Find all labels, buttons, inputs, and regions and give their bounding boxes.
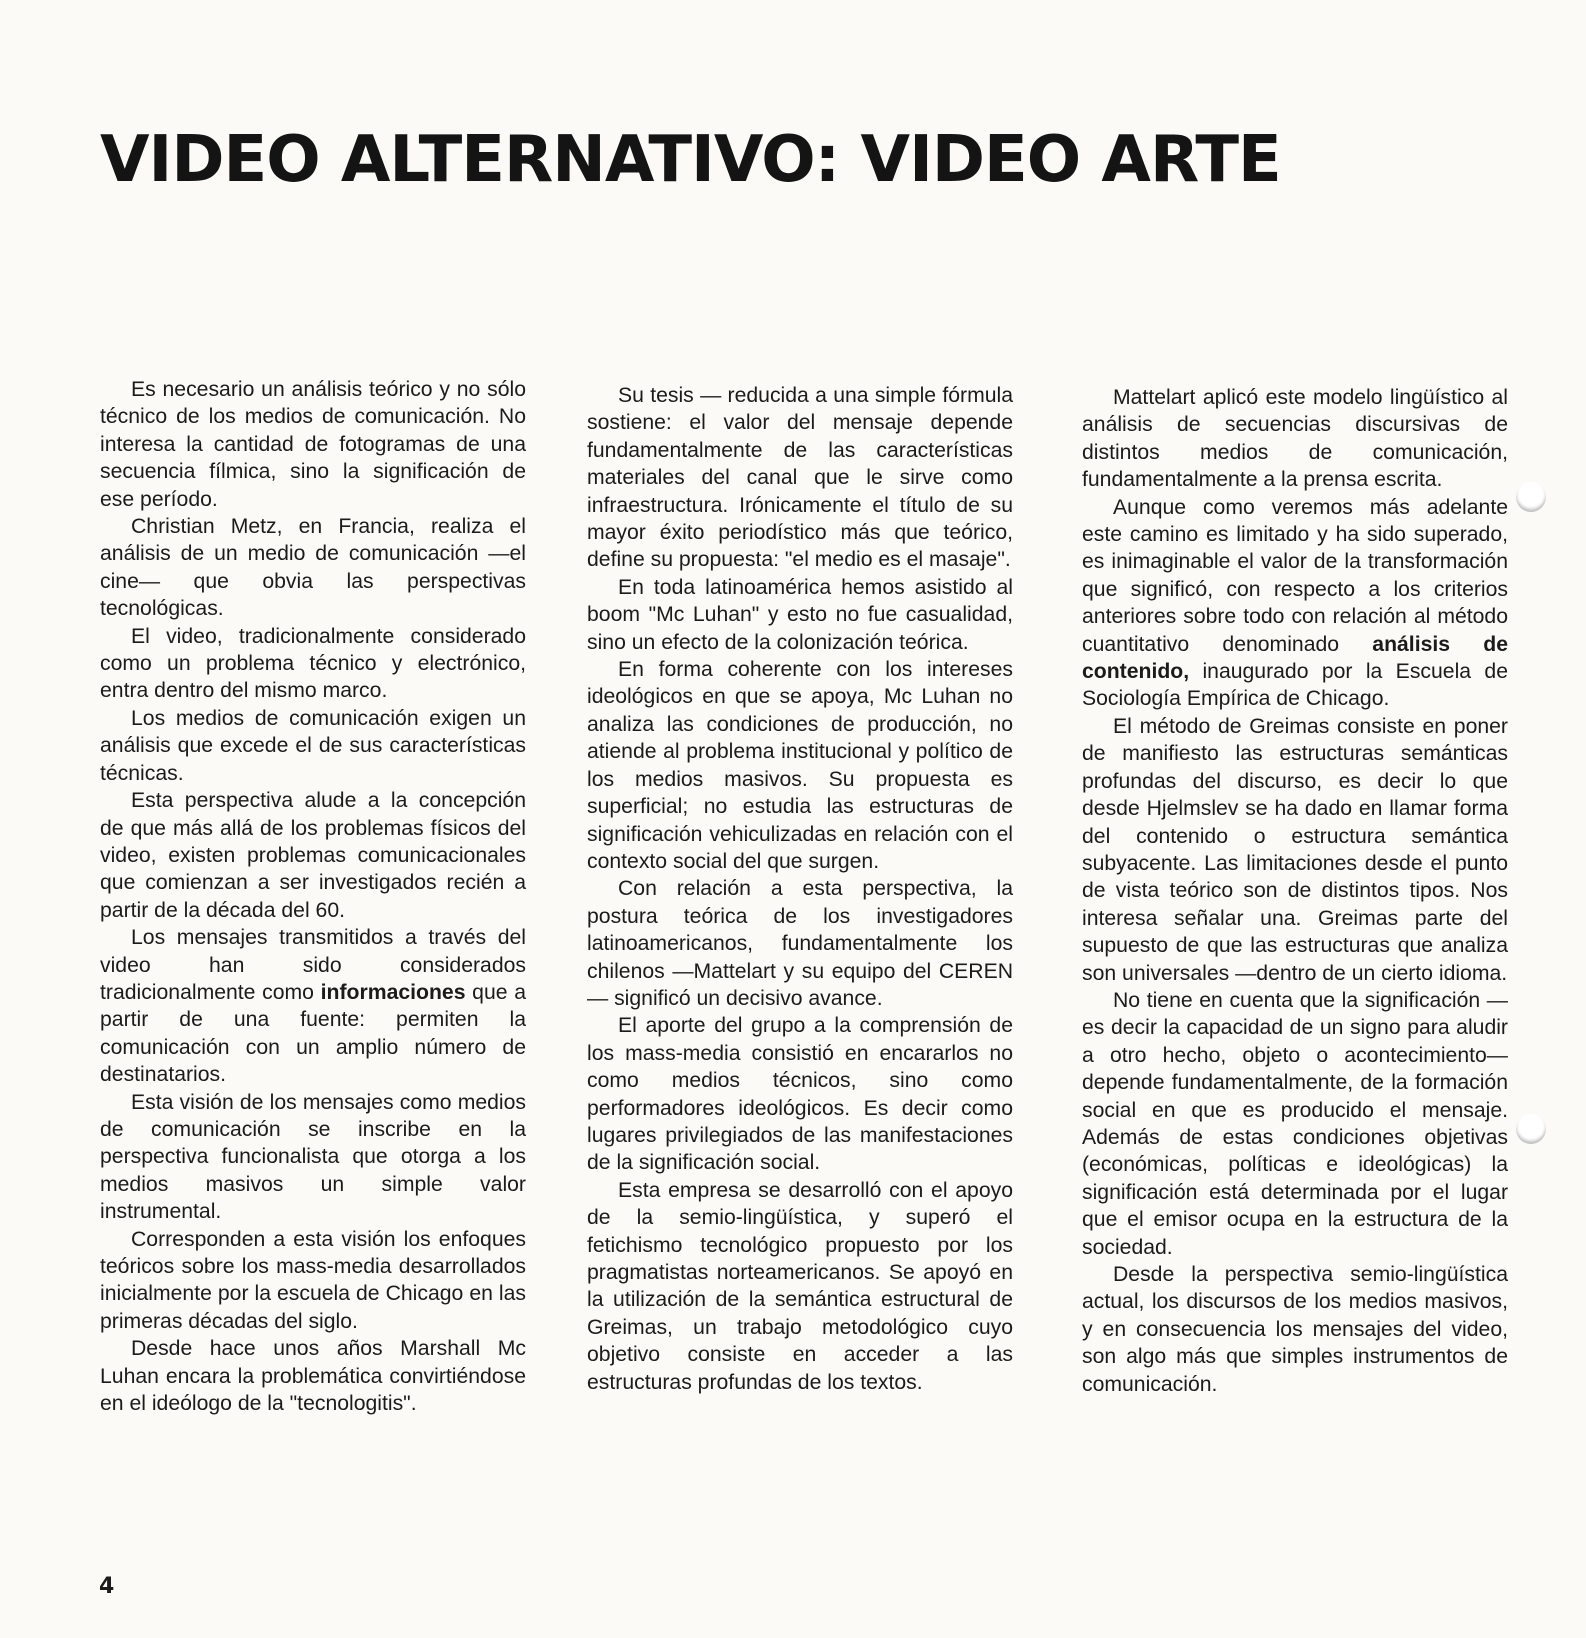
paragraph: El video, tradicionalmente considerado como un problema técnico y electrónico, entra dentro del mismo marco. bbox=[100, 624, 526, 703]
paragraph: En forma coherente con los intereses ideológicos en que se apoya, Mc Luhan no analiza las condiciones de producción, no atiende al problema institucional y político de los medios masivos. Su propuesta es superficial; no estudia las estructuras de significación vehiculizadas en relación con el contexto social del que surgen. bbox=[587, 658, 1013, 873]
paragraph: Desde hace unos años Marshall Mc Luhan encara la problemática convirtiéndose en el ideólogo de la "tecnologitis". bbox=[100, 1337, 526, 1416]
paragraph: Esta empresa se desarrolló con el apoyo de la semio-lingüística, y superó el fetichismo tecnológico propuesto por los pragmatistas norteamericanos. Se apoyó en la utilización de la semántica estructural de Greimas, un trabajo metodológico cuyo objetivo consiste en acceder a las estructuras profundas de los textos. bbox=[587, 1178, 1013, 1394]
punch-hole bbox=[1516, 482, 1546, 512]
paragraph: No tiene en cuenta que la significación —es decir la capacidad de un signo para aludir a otro hecho, objeto o acontecimiento— depende fundamentalmente, de la formación social en que es producido el mensaje. Además de estas condiciones objetivas (económicas, políticas e ideológicas) la significación está determinada por el lugar que el emisor ocupa en la estructura de la sociedad. bbox=[1082, 988, 1508, 1259]
paragraph: En toda latinoamérica hemos asistido al boom "Mc Luhan" y esto no fue casualidad, sino un efecto de la colonización teórica. bbox=[587, 575, 1013, 654]
bold-term: informaciones bbox=[320, 980, 466, 1004]
paragraph-text: que a partir de una fuente: permiten la comunicación con un amplio número de destinatarios. bbox=[100, 980, 526, 1087]
paragraph: Mattelart aplicó este modelo lingüístico al análisis de secuencias discursivas de distintos medios de comunicación, fundamentalmente a la prensa escrita. bbox=[1082, 386, 1508, 492]
paragraph-text: inaugurado por la Escuela de Sociología Empírica de Chicago. bbox=[1082, 660, 1508, 711]
paragraph: Su tesis — reducida a una simple fórmula sostiene: el valor del mensaje depende fundamentalmente de las características materiales del canal que le sirve como infraestructura. Irónicamente el título de su mayor éxito periodístico más que teórico, define su propuesta: "el medio es el masaje". bbox=[587, 384, 1013, 572]
paragraph: Corresponden a esta visión los enfoques teóricos sobre los mass-media desarrollados inicialmente por la escuela de Chicago en las primeras décadas del siglo. bbox=[100, 1227, 526, 1333]
text-column-3 bbox=[1082, 384, 1508, 1398]
paragraph-text: Aunque como veremos más adelante este camino es limitado y ha sido superado, es inimaginable el valor de la transformación que significó, con respecto a los criterios anteriores sobre todo con relación al método cuantitativo denominado bbox=[1082, 495, 1508, 656]
paragraph: Desde la perspectiva semio-lingüística actual, los discursos de los medios masivos, y en consecuencia los mensajes del video, son algo más que simples instrumentos de comunicación. bbox=[1082, 1263, 1508, 1396]
paragraph bbox=[100, 924, 526, 1088]
punch-hole bbox=[1516, 1114, 1546, 1144]
paragraph: Esta perspectiva alude a la concepción de que más allá de los problemas físicos del video, existen problemas comunicacionales que comienzan a ser investigados recién a partir de la década del 60. bbox=[100, 789, 526, 922]
text-column-2 bbox=[587, 382, 1013, 1396]
paragraph: El método de Greimas consiste en poner de manifiesto las estructuras semánticas profundas del discurso, es decir lo que desde Hjelmslev se ha dado en llamar forma del contenido o estructura semántica subyacente. Las limitaciones desde el punto de vista teórico son de distintos tipos. Nos interesa señalar una. Greimas parte del supuesto de que las estructuras que analiza son universales —dentro de un cierto idioma. bbox=[1082, 714, 1508, 985]
paragraph: El aporte del grupo a la comprensión de los mass-media consistió en encararlos no como medios técnicos, sino como performadores ideológicos. Es decir como lugares privilegiados de las manifestaciones de la significación social. bbox=[587, 1014, 1013, 1175]
paragraph: Con relación a esta perspectiva, la postura teórica de los investigadores latinoamericanos, fundamentalmente los chilenos —Mattelart y su equipo del CEREN— significó un decisivo avance. bbox=[587, 877, 1013, 1010]
page-number: 4 bbox=[99, 1574, 115, 1599]
paragraph: Los medios de comunicación exigen un análisis que excede el de sus características técnicas. bbox=[100, 706, 526, 785]
paragraph bbox=[1082, 494, 1508, 713]
page-title: VIDEO ALTERNATIVO: VIDEO ARTE bbox=[100, 123, 1281, 197]
paragraph-text: Los mensajes transmitidos a través del video han sido considerados tradicionalmente como bbox=[100, 926, 526, 1004]
text-column-1 bbox=[100, 376, 526, 1417]
paragraph: Es necesario un análisis teórico y no sólo técnico de los medios de comunicación. No interesa la cantidad de fotogramas de una secuencia fílmica, sino la significación de ese período. bbox=[100, 378, 526, 511]
paragraph: Christian Metz, en Francia, realiza el análisis de un medio de comunicación —el cine— que obvia las perspectivas tecnológicas. bbox=[100, 515, 526, 621]
paragraph: Esta visión de los mensajes como medios de comunicación se inscribe en la perspectiva funcionalista que otorga a los medios masivos un simple valor instrumental. bbox=[100, 1090, 526, 1224]
bold-term: análisis de contenido, bbox=[1082, 632, 1508, 684]
